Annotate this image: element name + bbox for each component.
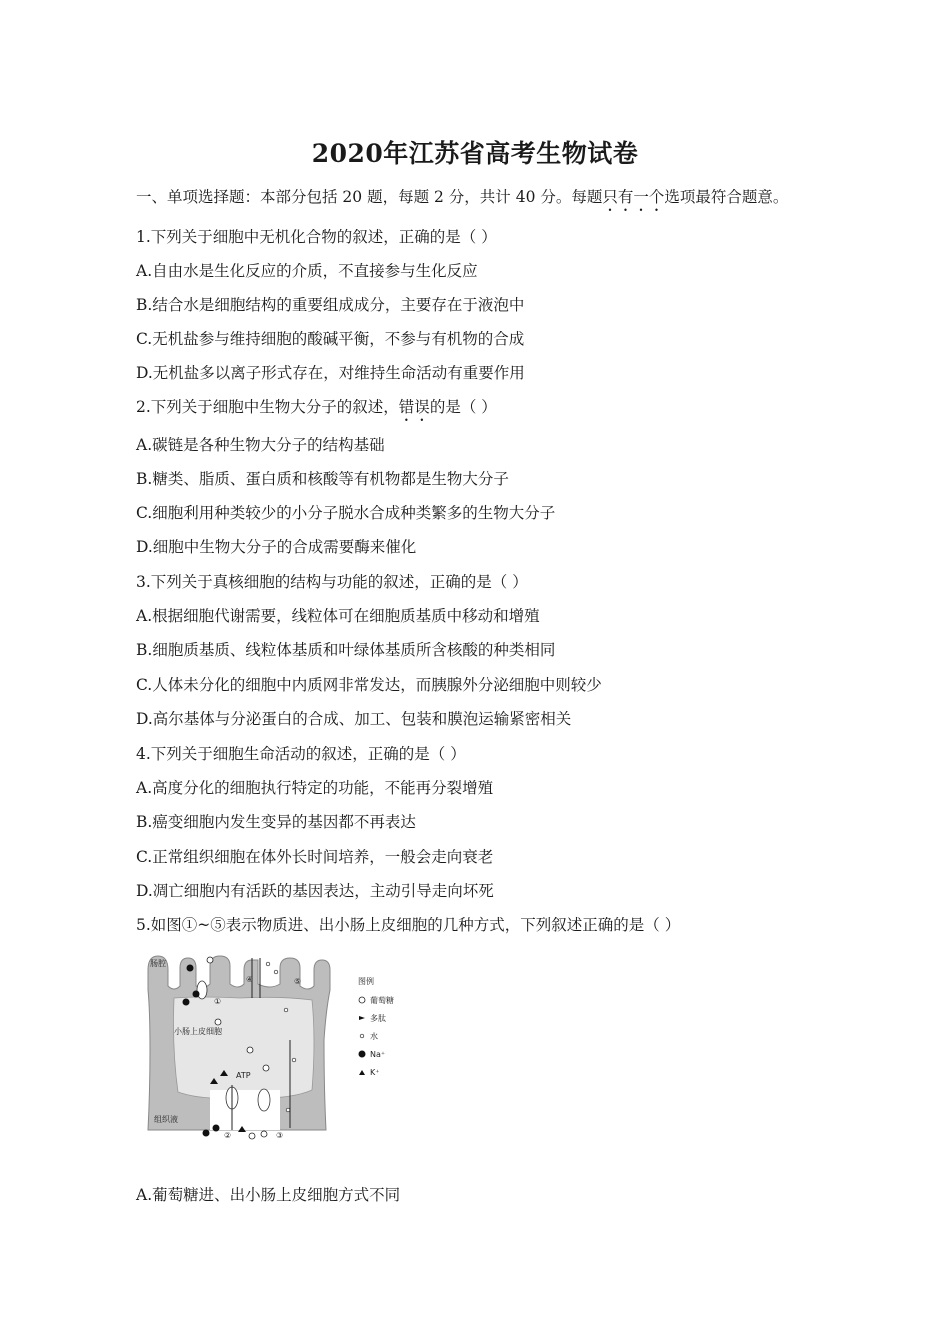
emphasis-text: 只有一个 [602, 188, 665, 206]
question-5-stem: 5.如图①~⑤表示物质进、出小肠上皮细胞的几种方式，下列叙述正确的是（ ） [136, 916, 681, 934]
legend-na: Na⁺ [370, 1050, 386, 1059]
question-3-option-a: A.根据细胞代谢需要，线粒体可在细胞质基质中移动和增殖 [136, 607, 540, 625]
question-2-option-d: D.细胞中生物大分子的合成需要酶来催化 [136, 538, 417, 556]
question-2-option-a: A.碳链是各种生物大分子的结构基础 [136, 436, 385, 454]
mark-1: ① [214, 997, 222, 1006]
question-4-option-d: D.凋亡细胞内有活跃的基因表达，主动引导走向坏死 [136, 882, 494, 900]
legend-glucose: 葡萄糖 [370, 996, 394, 1005]
question-2-stem: 2.下列关于细胞中生物大分子的叙述，错误的是（ ） [136, 398, 497, 416]
question-1-stem: 1.下列关于细胞中无机化合物的叙述，正确的是（ ） [136, 228, 497, 246]
label-atp: ATP [236, 1071, 251, 1080]
mark-2: ② [224, 1131, 232, 1140]
question-4-stem: 4.下列关于细胞生命活动的叙述，正确的是（ ） [136, 745, 466, 763]
question-1-option-c: C.无机盐参与维持细胞的酸碱平衡，不参与有机物的合成 [136, 330, 525, 348]
question-1-option-d: D.无机盐多以离子形式存在，对维持生命活动有重要作用 [136, 364, 525, 382]
question-3-option-b: B.细胞质基质、线粒体基质和叶绿体基质所含核酸的种类相同 [136, 641, 556, 659]
question-4-option-c: C.正常组织细胞在体外长时间培养，一般会走向衰老 [136, 848, 494, 866]
question-5-option-a: A.葡萄糖进、出小肠上皮细胞方式不同 [136, 1186, 401, 1204]
question-4-option-a: A.高度分化的细胞执行特定的功能，不能再分裂增殖 [136, 779, 494, 797]
label-cell: 小肠上皮细胞 [174, 1027, 222, 1036]
question-1-option-a: A.自由水是生化反应的介质，不直接参与生化反应 [136, 262, 478, 280]
question-3-option-c: C.人体未分化的细胞中内质网非常发达，而胰腺外分泌细胞中则较少 [136, 676, 602, 694]
question-4-option-b: B.癌变细胞内发生变异的基因都不再表达 [136, 813, 416, 831]
question-2-option-c: C.细胞利用种类较少的小分子脱水合成种类繁多的生物大分子 [136, 504, 556, 522]
mark-5: ⑤ [294, 977, 302, 986]
mark-3: ③ [276, 1131, 284, 1140]
emphasis-text: 错误 [398, 398, 430, 416]
cell-interior [174, 997, 315, 1098]
legend-water: 水 [370, 1032, 378, 1041]
question-2-option-b: B.糖类、脂质、蛋白质和核酸等有机物都是生物大分子 [136, 470, 509, 488]
question-1-option-b: B.结合水是细胞结构的重要组成成分，主要存在于液泡中 [136, 296, 525, 314]
intestinal-cell-transport-figure [140, 950, 400, 1150]
mark-4: ④ [246, 975, 254, 984]
question-3-option-d: D.高尔基体与分泌蛋白的合成、加工、包装和膜泡运输紧密相关 [136, 710, 572, 728]
transporter-3 [258, 1089, 270, 1111]
legend-title: 图例 [358, 977, 374, 986]
section-intro: 一、单项选择题：本部分包括 20 题，每题 2 分，共计 40 分。每题只有一个选项最符合题意。 [136, 188, 789, 206]
legend-peptide: 多肽 [370, 1014, 386, 1023]
page-title: 2020年江苏省高考生物试卷 [311, 139, 639, 168]
label-lumen: 肠腔 [150, 959, 166, 968]
question-3-stem: 3.下列关于真核细胞的结构与功能的叙述，正确的是（ ） [136, 573, 528, 591]
legend-k: K⁺ [370, 1068, 380, 1077]
label-tissue: 组织液 [154, 1115, 178, 1124]
